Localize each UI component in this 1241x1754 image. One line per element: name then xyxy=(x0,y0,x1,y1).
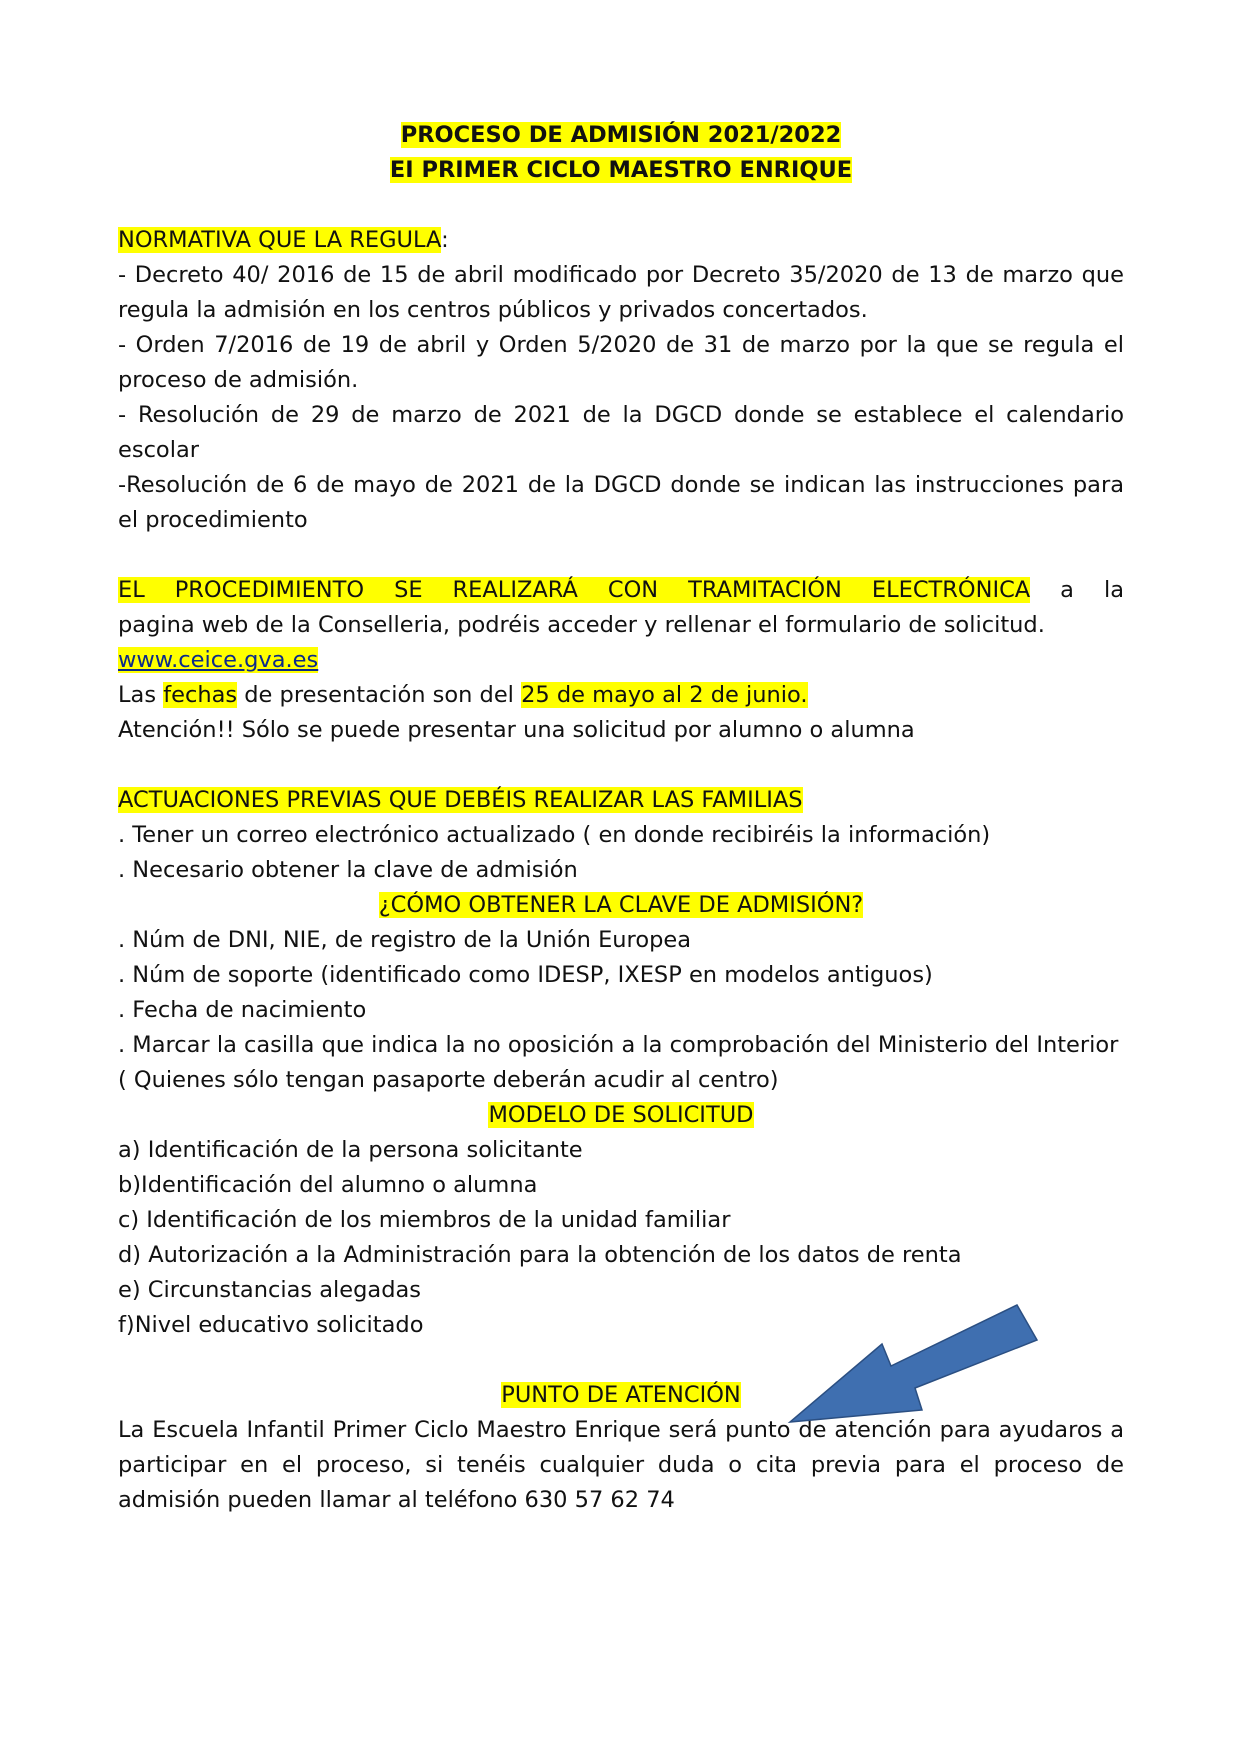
actuaciones-heading-text: ACTUACIONES PREVIAS QUE DEBÉIS REALIZAR LAS FAMILIAS xyxy=(118,787,803,813)
modelo-item-f: f)Nivel educativo solicitado xyxy=(118,1312,424,1338)
normativa-heading-colon: : xyxy=(441,227,449,253)
normativa-heading xyxy=(118,223,1124,258)
normativa-item-4: -Resolución de 6 de mayo de 2021 de la DGCD donde se indican las instrucciones para el procedimiento xyxy=(118,472,1124,533)
clave-item-2: . Núm de soporte (identificado como IDESP, IXESP en modelos antiguos) xyxy=(118,962,933,988)
clave-item-1: . Núm de DNI, NIE, de registro de la Unión Europea xyxy=(118,927,691,953)
modelo-heading xyxy=(118,1098,1124,1133)
title-block xyxy=(118,118,1124,188)
actuaciones-heading xyxy=(118,783,1124,818)
normativa-heading-text: NORMATIVA QUE LA REGULA xyxy=(118,227,442,253)
normativa-item-2: - Orden 7/2016 de 19 de abril y Orden 5/2020 de 31 de marzo por la que se regula el proceso de admisión. xyxy=(118,332,1124,393)
fechas-dates: 25 de mayo al 2 de junio. xyxy=(521,682,808,708)
actuaciones-item-1: . Tener un correo electrónico actualizado ( en donde recibiréis la información) xyxy=(118,822,991,848)
fechas-prefix: Las xyxy=(118,682,164,708)
punto-text: La Escuela Infantil Primer Ciclo Maestro Enrique será punto de atención para ayudaros a participar en el proceso, si tenéis cualquier duda o cita previa para el proceso de admisión pueden llamar al teléfono 630 57 62 74 xyxy=(118,1417,1124,1513)
procedimiento-line-2: pagina web de la Conselleria, podréis acceder y rellenar el formulario de solicitud. xyxy=(118,612,1045,638)
modelo-item-b: b)Identificación del alumno o alumna xyxy=(118,1172,538,1198)
clave-heading-text: ¿CÓMO OBTENER LA CLAVE DE ADMISIÓN? xyxy=(378,892,864,918)
modelo-item-e: e) Circunstancias alegadas xyxy=(118,1277,422,1303)
procedimiento-heading-text: EL PROCEDIMIENTO SE REALIZARÁ CON TRAMITACIÓN ELECTRÓNICA xyxy=(118,577,1031,603)
clave-item-4: . Marcar la casilla que indica la no oposición a la comprobación del Ministerio del Interior xyxy=(118,1032,1119,1058)
atencion-line: Atención!! Sólo se puede presentar una solicitud por alumno o alumna xyxy=(118,717,915,743)
arrow-pointer-icon xyxy=(780,1300,1040,1450)
normativa-item-3: - Resolución de 29 de marzo de 2021 de la DGCD donde se establece el calendario escolar xyxy=(118,402,1124,463)
procedimiento-heading xyxy=(118,573,1124,608)
title-line-2 xyxy=(118,153,1124,188)
fechas-word: fechas xyxy=(163,682,238,708)
modelo-item-d: d) Autorización a la Administración para la obtención de los datos de renta xyxy=(118,1242,962,1268)
clave-item-3: . Fecha de nacimiento xyxy=(118,997,367,1023)
normativa-item-1: - Decreto 40/ 2016 de 15 de abril modificado por Decreto 35/2020 de 13 de marzo que regula la admisión en los centros públicos y privados concertados. xyxy=(118,262,1124,323)
modelo-heading-text: MODELO DE SOLICITUD xyxy=(488,1102,754,1128)
title-2-text: EI PRIMER CICLO MAESTRO ENRIQUE xyxy=(389,157,853,183)
modelo-item-c: c) Identificación de los miembros de la unidad familiar xyxy=(118,1207,731,1233)
procedimiento-heading-suffix: a la xyxy=(1030,577,1124,603)
conselleria-link[interactable]: www.ceice.gva.es xyxy=(118,647,319,673)
clave-heading xyxy=(118,888,1124,923)
title-1-text: PROCESO DE ADMISIÓN 2021/2022 xyxy=(400,122,842,148)
fechas-line xyxy=(118,678,1124,713)
modelo-item-a: a) Identificación de la persona solicitante xyxy=(118,1137,583,1163)
arrow-shape xyxy=(790,1305,1037,1422)
procedimiento-link-line xyxy=(118,643,1124,678)
title-line-1 xyxy=(118,118,1124,153)
fechas-middle: de presentación son del xyxy=(237,682,522,708)
clave-item-5: ( Quienes sólo tengan pasaporte deberán acudir al centro) xyxy=(118,1067,779,1093)
punto-heading-text: PUNTO DE ATENCIÓN xyxy=(501,1382,741,1408)
actuaciones-item-2: . Necesario obtener la clave de admisión xyxy=(118,857,578,883)
